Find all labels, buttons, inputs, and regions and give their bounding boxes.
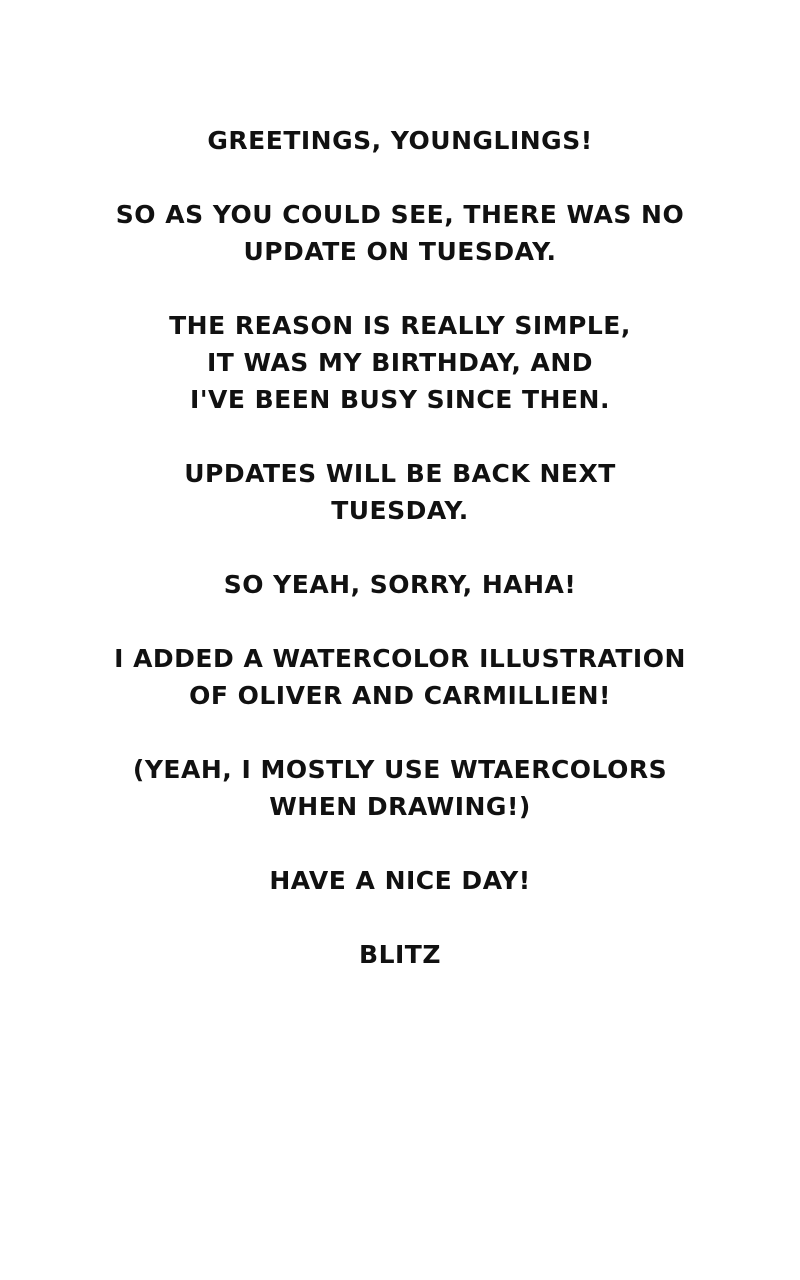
signature-name: BLITZ	[359, 940, 441, 969]
greeting-paragraph	[0, 122, 800, 159]
author-note	[0, 122, 800, 1010]
text-line: IT WAS MY BIRTHDAY, AND	[206, 348, 594, 377]
signature	[0, 936, 800, 973]
text-line: WHEN DRAWING!)	[269, 792, 531, 821]
illustration-paragraph	[0, 640, 800, 714]
text-line: OF OLIVER AND CARMILLIEN!	[189, 681, 611, 710]
text-line: I ADDED A WATERCOLOR ILLUSTRATION	[114, 644, 686, 673]
text-line: THE REASON IS REALLY SIMPLE,	[169, 311, 631, 340]
text-line: UPDATE ON TUESDAY.	[243, 237, 557, 266]
schedule-paragraph	[0, 455, 800, 529]
watercolor-paragraph	[0, 751, 800, 825]
no-update-paragraph	[0, 196, 800, 270]
apology-paragraph	[0, 566, 800, 603]
text-line: SO AS YOU COULD SEE, THERE WAS NO	[115, 200, 685, 229]
text-line: UPDATES WILL BE BACK NEXT	[184, 459, 616, 488]
reason-paragraph	[0, 307, 800, 418]
text-line: (YEAH, I MOSTLY USE WTAERCOLORS	[132, 755, 668, 784]
text-line: HAVE A NICE DAY!	[269, 866, 531, 895]
text-line: TUESDAY.	[331, 496, 469, 525]
text-line: I'VE BEEN BUSY SINCE THEN.	[190, 385, 610, 414]
farewell-paragraph	[0, 862, 800, 899]
text-line: SO YEAH, SORRY, HAHA!	[223, 570, 577, 599]
greeting-line: GREETINGS, YOUNGLINGS!	[207, 126, 593, 155]
